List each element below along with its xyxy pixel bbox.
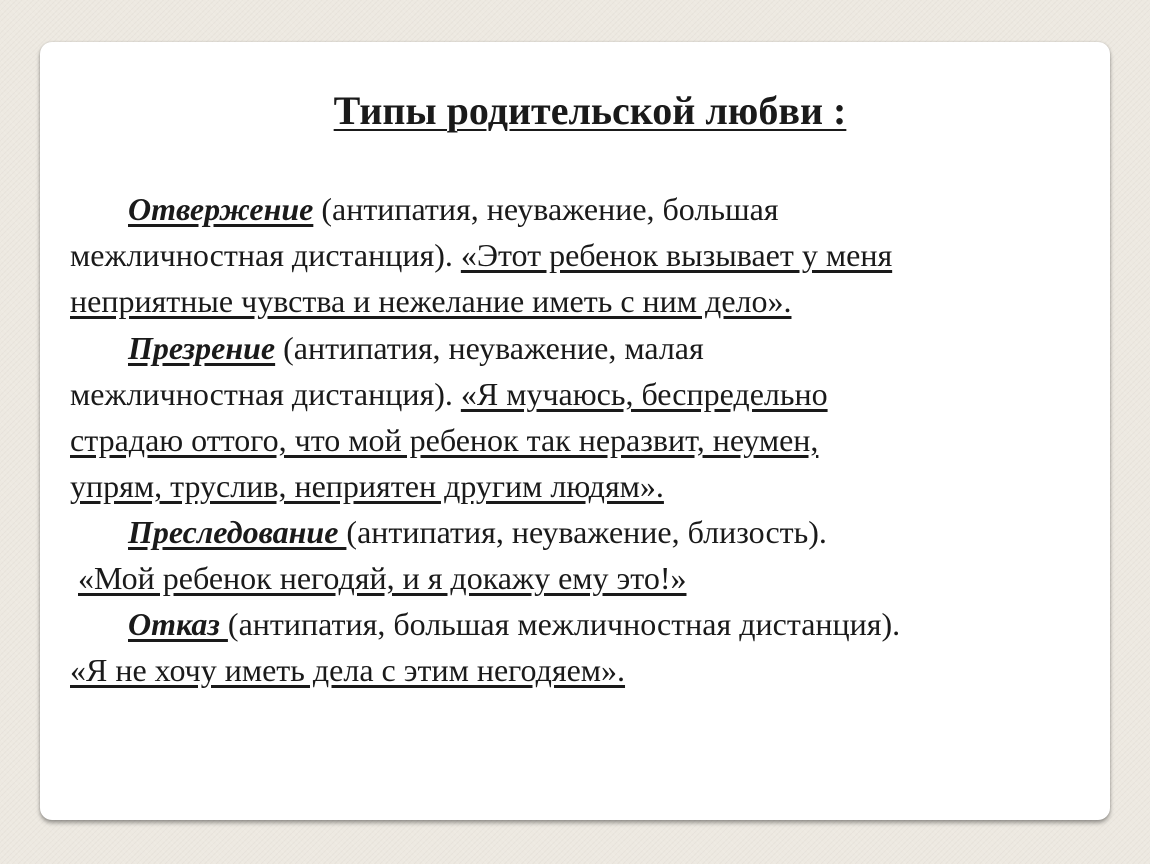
item-persecution-quote: «Мой ребенок негодяй, и я докажу ему это!» — [78, 560, 687, 596]
item-contempt-line-4 — [70, 468, 664, 505]
item-rejection-quote: «Этот ребенок вызывает у меня — [460, 237, 893, 273]
item-contempt-description: (антипатия, неуважение, малая — [275, 330, 704, 366]
item-persecution-line-1 — [128, 514, 827, 551]
item-persecution-description: (антипатия, неуважение, близость). — [346, 514, 827, 550]
item-contempt-term: Презрение — [128, 330, 276, 366]
item-contempt-line-3 — [70, 422, 818, 459]
item-rejection-quote-cont: неприятные чувства и нежелание иметь с ним дело». — [70, 283, 792, 319]
item-refusal-line-1 — [128, 606, 900, 643]
item-refusal-description: (антипатия, большая межличностная дистанция). — [227, 606, 901, 642]
item-contempt-quote-end: упрям, труслив, неприятен другим людям». — [70, 468, 664, 504]
item-persecution-term: Преследование — [128, 514, 347, 550]
item-contempt-line-2 — [70, 376, 828, 413]
item-persecution-line-2 — [78, 560, 686, 597]
item-rejection-line-3 — [70, 283, 791, 320]
item-rejection-line-2 — [70, 237, 892, 274]
item-rejection-description-cont: межличностная дистанция). — [70, 237, 461, 273]
item-rejection-line-1 — [128, 191, 779, 228]
item-rejection-term: Отвержение — [128, 191, 314, 227]
item-refusal-quote: «Я не хочу иметь дела с этим негодяем». — [70, 652, 626, 688]
item-contempt-description-cont: межличностная дистанция). — [70, 376, 461, 412]
slide-title: Типы родительской любви : — [333, 88, 847, 133]
item-refusal-term: Отказ — [128, 606, 228, 642]
item-rejection-description: (антипатия, неуважение, большая — [313, 191, 779, 227]
item-refusal-line-2 — [70, 652, 625, 689]
item-contempt-quote-cont: страдаю оттого, что мой ребенок так неразвит, неумен, — [70, 422, 819, 458]
item-contempt-quote: «Я мучаюсь, беспредельно — [460, 376, 828, 412]
item-contempt-line-1 — [128, 330, 704, 367]
